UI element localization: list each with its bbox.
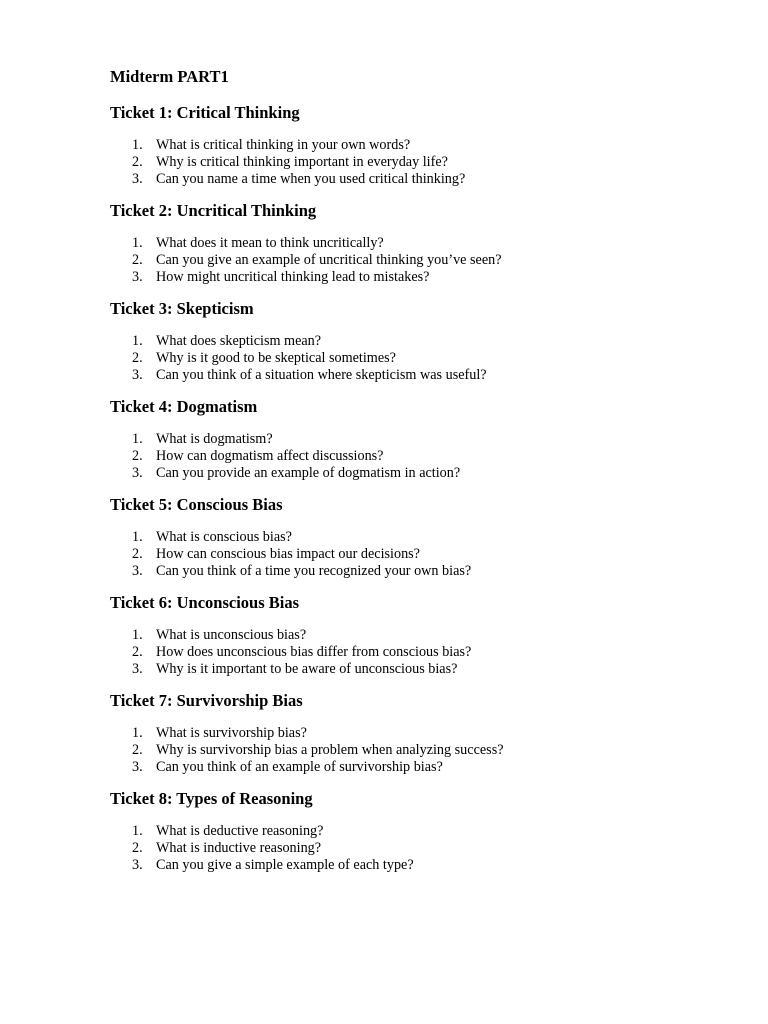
question-text: Can you give an example of uncritical thinking you’ve seen? bbox=[156, 252, 502, 268]
question-item bbox=[110, 759, 728, 776]
question-item bbox=[110, 563, 728, 580]
question-text: Can you name a time when you used critical thinking? bbox=[156, 171, 466, 187]
question-item bbox=[110, 269, 728, 286]
question-text: What is dogmatism? bbox=[156, 431, 273, 447]
question-number: 2. bbox=[132, 154, 143, 170]
question-list bbox=[110, 823, 728, 874]
ticket-6 bbox=[110, 593, 728, 678]
question-number: 1. bbox=[132, 431, 143, 447]
question-text: What does skepticism mean? bbox=[156, 333, 322, 349]
question-number: 3. bbox=[132, 465, 143, 481]
question-item bbox=[110, 448, 728, 465]
question-list bbox=[110, 431, 728, 482]
question-number: 3. bbox=[132, 661, 143, 677]
question-item bbox=[110, 367, 728, 384]
question-item bbox=[110, 725, 728, 742]
question-item bbox=[110, 235, 728, 252]
question-number: 1. bbox=[132, 823, 143, 839]
question-number: 3. bbox=[132, 857, 143, 873]
question-list bbox=[110, 627, 728, 678]
question-number: 1. bbox=[132, 333, 143, 349]
ticket-heading: Ticket 3: Skepticism bbox=[110, 299, 254, 318]
question-text: What is unconscious bias? bbox=[156, 627, 307, 643]
question-number: 3. bbox=[132, 367, 143, 383]
question-text: Why is it important to be aware of unconscious bias? bbox=[156, 661, 458, 677]
question-item bbox=[110, 333, 728, 350]
question-item bbox=[110, 627, 728, 644]
ticket-3 bbox=[110, 299, 728, 384]
question-item bbox=[110, 154, 728, 171]
question-number: 3. bbox=[132, 269, 143, 285]
question-text: What is inductive reasoning? bbox=[156, 840, 322, 856]
question-text: What is deductive reasoning? bbox=[156, 823, 324, 839]
question-number: 1. bbox=[132, 627, 143, 643]
question-number: 2. bbox=[132, 742, 143, 758]
question-text: How does unconscious bias differ from conscious bias? bbox=[156, 644, 472, 660]
question-item bbox=[110, 350, 728, 367]
question-text: Can you give a simple example of each type? bbox=[156, 857, 414, 873]
question-number: 1. bbox=[132, 725, 143, 741]
question-list bbox=[110, 725, 728, 776]
question-text: Can you provide an example of dogmatism in action? bbox=[156, 465, 461, 481]
question-text: Why is critical thinking important in everyday life? bbox=[156, 154, 448, 170]
question-text: How can conscious bias impact our decisions? bbox=[156, 546, 420, 562]
question-number: 2. bbox=[132, 840, 143, 856]
question-list bbox=[110, 529, 728, 580]
ticket-heading: Ticket 6: Unconscious Bias bbox=[110, 593, 300, 612]
question-text: How might uncritical thinking lead to mistakes? bbox=[156, 269, 430, 285]
ticket-8 bbox=[110, 789, 728, 874]
question-item bbox=[110, 431, 728, 448]
ticket-1 bbox=[110, 103, 728, 188]
question-number: 1. bbox=[132, 529, 143, 545]
ticket-heading: Ticket 1: Critical Thinking bbox=[110, 103, 300, 122]
question-item bbox=[110, 465, 728, 482]
question-text: How can dogmatism affect discussions? bbox=[156, 448, 384, 464]
question-item bbox=[110, 546, 728, 563]
ticket-heading: Ticket 4: Dogmatism bbox=[110, 397, 258, 416]
question-number: 2. bbox=[132, 644, 143, 660]
question-list bbox=[110, 235, 728, 286]
question-list bbox=[110, 333, 728, 384]
ticket-5 bbox=[110, 495, 728, 580]
question-number: 1. bbox=[132, 235, 143, 251]
question-text: Can you think of a situation where skepticism was useful? bbox=[156, 367, 487, 383]
question-item bbox=[110, 661, 728, 678]
question-item bbox=[110, 823, 728, 840]
ticket-2 bbox=[110, 201, 728, 286]
ticket-7 bbox=[110, 691, 728, 776]
ticket-heading: Ticket 5: Conscious Bias bbox=[110, 495, 283, 514]
question-item bbox=[110, 857, 728, 874]
question-number: 3. bbox=[132, 563, 143, 579]
question-text: Why is it good to be skeptical sometimes? bbox=[156, 350, 396, 366]
question-number: 1. bbox=[132, 137, 143, 153]
question-item bbox=[110, 840, 728, 857]
question-item bbox=[110, 644, 728, 661]
ticket-heading: Ticket 2: Uncritical Thinking bbox=[110, 201, 317, 220]
question-item bbox=[110, 171, 728, 188]
question-list bbox=[110, 137, 728, 188]
question-number: 3. bbox=[132, 759, 143, 775]
ticket-heading: Ticket 8: Types of Reasoning bbox=[110, 789, 313, 808]
question-item bbox=[110, 529, 728, 546]
question-number: 2. bbox=[132, 252, 143, 268]
question-number: 3. bbox=[132, 171, 143, 187]
question-item bbox=[110, 252, 728, 269]
question-text: What is conscious bias? bbox=[156, 529, 292, 545]
ticket-heading: Ticket 7: Survivorship Bias bbox=[110, 691, 303, 710]
question-number: 2. bbox=[132, 350, 143, 366]
question-text: Can you think of a time you recognized your own bias? bbox=[156, 563, 472, 579]
question-text: Why is survivorship bias a problem when analyzing success? bbox=[156, 742, 504, 758]
question-item bbox=[110, 137, 728, 154]
document-title: Midterm PART1 bbox=[110, 67, 229, 86]
question-text: What is critical thinking in your own words? bbox=[156, 137, 411, 153]
ticket-4 bbox=[110, 397, 728, 482]
question-text: What does it mean to think uncritically? bbox=[156, 235, 384, 251]
question-number: 2. bbox=[132, 546, 143, 562]
question-text: What is survivorship bias? bbox=[156, 725, 307, 741]
question-item bbox=[110, 742, 728, 759]
question-number: 2. bbox=[132, 448, 143, 464]
question-text: Can you think of an example of survivorship bias? bbox=[156, 759, 443, 775]
